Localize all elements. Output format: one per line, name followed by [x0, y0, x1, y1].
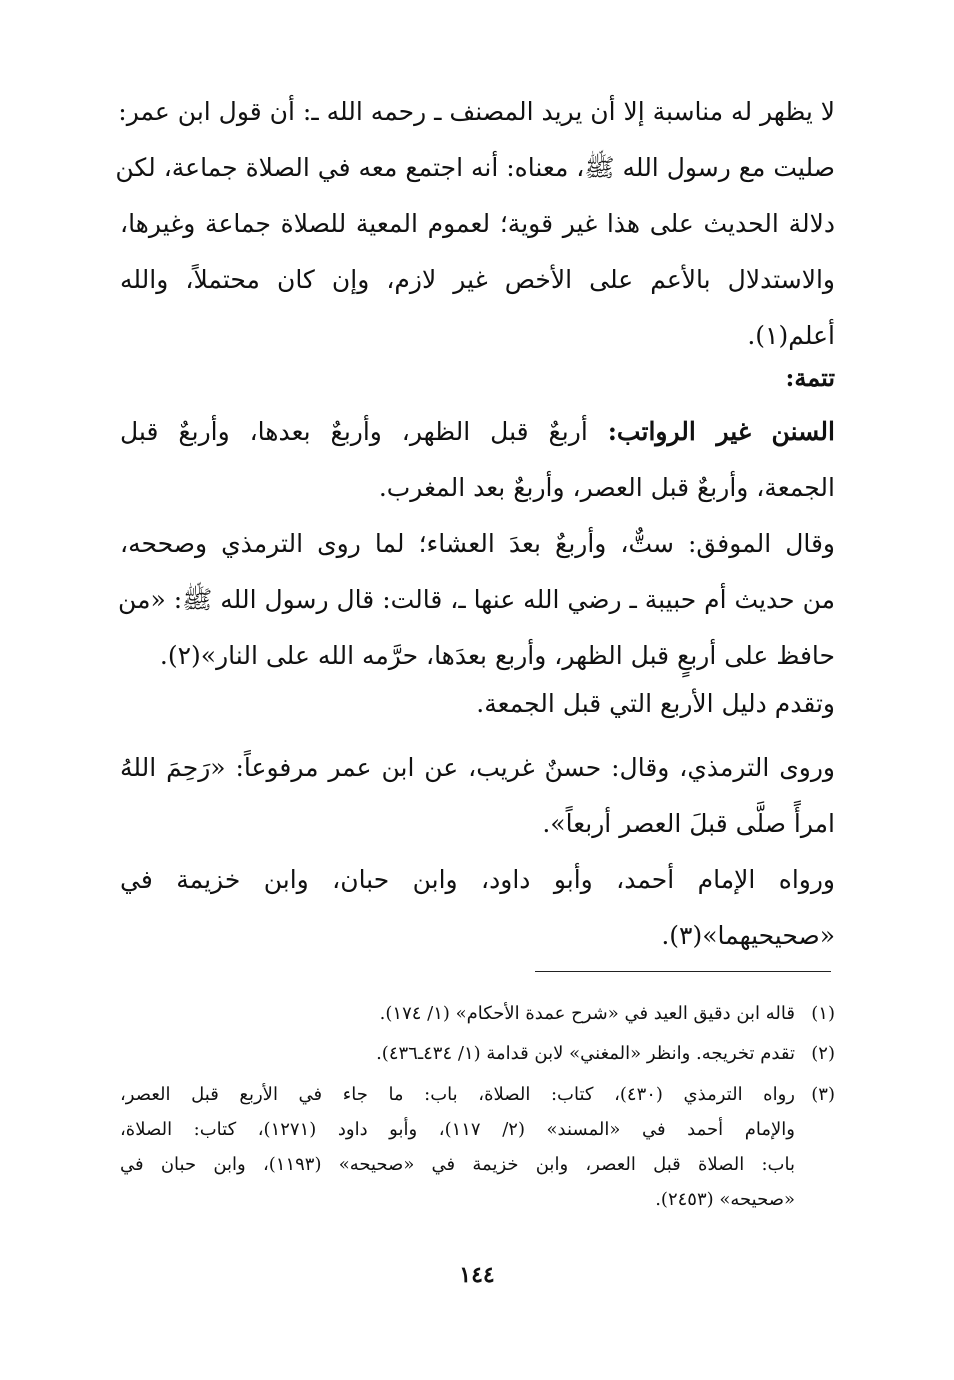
- text-line: أعلم(١).: [747, 321, 835, 350]
- text-line: لا يظهر له مناسبة إلا أن يريد المصنف ـ رحمه الله ـ: أن قول ابن عمر:: [118, 97, 835, 126]
- text-line: الجمعة، وأربعٌ قبل العصر، وأربعٌ بعد المغرب.: [378, 473, 835, 502]
- footnote-1: [120, 996, 835, 1031]
- paragraph-3: [120, 516, 835, 684]
- text-line: دلالة الحديث على هذا غير قوية؛ لعموم المعية للصلاة جماعة وغيرها،: [120, 209, 835, 238]
- footnote-number: (٣): [811, 1084, 835, 1105]
- footnote-number: (١): [811, 1003, 835, 1024]
- footnote-line: رواه الترمذي (٤٣٠)، كتاب: الصلاة، باب: ما جاء في الأربع قبل العصر،: [120, 1084, 795, 1105]
- footnote-separator: [535, 971, 831, 972]
- footnote-line: قاله ابن دقيق العيد في «شرح عمدة الأحكام» (١/ ١٧٤).: [379, 1003, 795, 1024]
- footnote-line: تقدم تخريجه. وانظر «المغني» لابن قدامة (١/ ٤٣٤ـ٤٣٦).: [376, 1043, 795, 1064]
- text-line: حافظ على أربعٍ قبل الظهر، وأربع بعدَها، حرَّمه الله على النار»(٢).: [159, 641, 835, 670]
- text-run: أربعٌ قبل الظهر، وأربعٌ بعدها، وأربعٌ قبل: [120, 417, 608, 446]
- paragraph-5: [120, 740, 835, 852]
- text-line: [120, 404, 835, 460]
- text-line: والاستدلال بالأعم على الأخص غير لازم، وإن كان محتملاً، والله: [120, 265, 835, 294]
- text-line: ورواه الإمام أحمد، وأبو داود، وابن حبان، وابن خزيمة في: [120, 865, 835, 894]
- footnote-2: [120, 1036, 835, 1071]
- text-line: «صحيحيهما»(٣).: [661, 921, 835, 950]
- footnote-line: باب: الصلاة قبل العصر، وابن خزيمة في «صحيحه» (١١٩٣)، وابن حبان في: [120, 1154, 795, 1175]
- page-number: ١٤٤: [459, 1262, 495, 1288]
- text-line: وقال الموفق: ستٌّ، وأربعٌ بعدَ العشاء؛ لما روى الترمذي وصححه،: [120, 529, 835, 558]
- footnote-3: [120, 1077, 835, 1217]
- footnote-number: (٢): [811, 1043, 835, 1064]
- footnote-line: «صحيحه» (٢٤٥٣).: [655, 1189, 795, 1210]
- footnote-line: والإمام أحمد في «المسند» (٢/ ١١٧)، وأبو داود (١٢٧١)، كتاب: الصلاة،: [120, 1119, 795, 1140]
- paragraph-6: [120, 852, 835, 964]
- paragraph-4: [120, 676, 835, 732]
- bold-lead: السنن غير الرواتب:: [607, 417, 835, 446]
- text-line: من حديث أم حبيبة ـ رضي الله عنها ـ، قالت: قال رسول الله ﷺ: «من: [118, 585, 835, 614]
- section-heading: تتمة:: [785, 363, 835, 392]
- paragraph-1: [115, 84, 835, 364]
- text-line: امرأً صلَّى قبلَ العصر أربعاً».: [542, 809, 835, 838]
- text-line: وروى الترمذي، وقال: حسنٌ غريب، عن ابن عمر مرفوعاً: «رَحِمَ اللهُ: [120, 753, 835, 782]
- paragraph-2: [120, 404, 835, 516]
- text-line: وتقدم دليل الأربع التي قبل الجمعة.: [476, 689, 835, 718]
- text-line: صليت مع رسول الله ﷺ، معناه: أنه اجتمع معه في الصلاة جماعة، لكن: [115, 153, 835, 182]
